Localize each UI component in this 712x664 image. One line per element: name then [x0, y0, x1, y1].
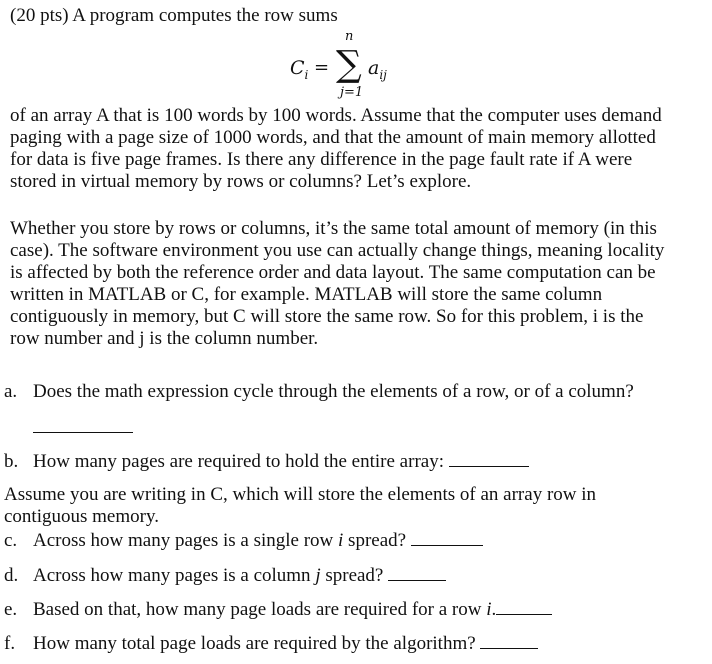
formula-term: $a_{ij}$	[368, 57, 387, 82]
formula-lower-limit: j=1	[340, 85, 364, 100]
paragraph-problem-statement	[10, 105, 662, 193]
formula-upper-limit: n	[345, 29, 354, 44]
answer-blank-d[interactable]	[388, 565, 446, 581]
question-d: Across how many pages is a column j spread?	[33, 565, 446, 587]
variable-i: i	[486, 599, 492, 620]
question-c-label: c.	[4, 530, 18, 551]
paragraph-line: case). The software environment you use can actually change things, meaning locality	[10, 240, 665, 261]
row-sum-formula	[290, 27, 410, 105]
paragraph-line: paging with a page size of 1000 words, and that the amount of main memory allotted	[10, 127, 656, 148]
variable-i: i	[338, 530, 344, 551]
paragraph-explanation	[10, 218, 664, 350]
question-e-label: e.	[4, 599, 18, 620]
question-b	[33, 451, 529, 473]
answer-blank-e[interactable]	[496, 599, 552, 615]
paragraph-line: is affected by both the reference order and data layout. The same computation can be	[10, 262, 656, 283]
question-a-label: a.	[4, 381, 18, 402]
question-c: Across how many pages is a single row i spread?	[33, 530, 483, 552]
question-d-label: d.	[4, 565, 19, 586]
formula-lhs: $C_i$	[290, 57, 309, 82]
question-f	[33, 633, 538, 655]
question-e: Based on that, how many page loads are required for a row i.	[33, 599, 552, 621]
paragraph-line: of an array A that is 100 words by 100 words. Assume that the computer uses demand	[10, 105, 662, 126]
paragraph-line: stored in virtual memory by rows or columns? Let’s explore.	[10, 171, 472, 192]
paragraph-line: Assume you are writing in C, which will store the elements of an array row in	[4, 484, 597, 505]
points-label: (20 pts)	[10, 5, 69, 26]
paragraph-line: row number and j is the column number.	[10, 328, 319, 349]
paragraph-line: written in MATLAB or C, for example. MATLAB will store the same column	[10, 284, 603, 305]
question-b-text: How many pages are required to hold the entire array:	[33, 451, 444, 472]
answer-blank-b[interactable]	[449, 451, 529, 467]
paragraph-line: contiguously in memory, but C will store the same row. So for this problem, i is the	[10, 306, 644, 327]
paragraph-line: for data is five page frames. Is there any difference in the page fault rate if A were	[10, 149, 633, 170]
paragraph-line: Whether you store by rows or columns, it’s the same total amount of memory (in this	[10, 218, 657, 239]
problem-header	[10, 5, 338, 27]
variable-j: j	[315, 565, 321, 586]
c-language-intro	[4, 484, 596, 528]
answer-blank-c[interactable]	[411, 530, 483, 546]
formula-equals: =	[314, 57, 330, 78]
answer-blank-a[interactable]	[33, 431, 133, 433]
question-b-label: b.	[4, 451, 19, 472]
intro-text: A program computes the row sums	[72, 5, 338, 26]
paragraph-line: contiguous memory.	[4, 506, 159, 527]
question-f-text: How many total page loads are required by the algorithm?	[33, 633, 476, 654]
answer-blank-f[interactable]	[480, 633, 538, 649]
summation-symbol: ∑	[336, 44, 362, 85]
question-a-text: Does the math expression cycle through the elements of a row, or of a column?	[33, 381, 634, 402]
question-f-label: f.	[4, 633, 16, 654]
